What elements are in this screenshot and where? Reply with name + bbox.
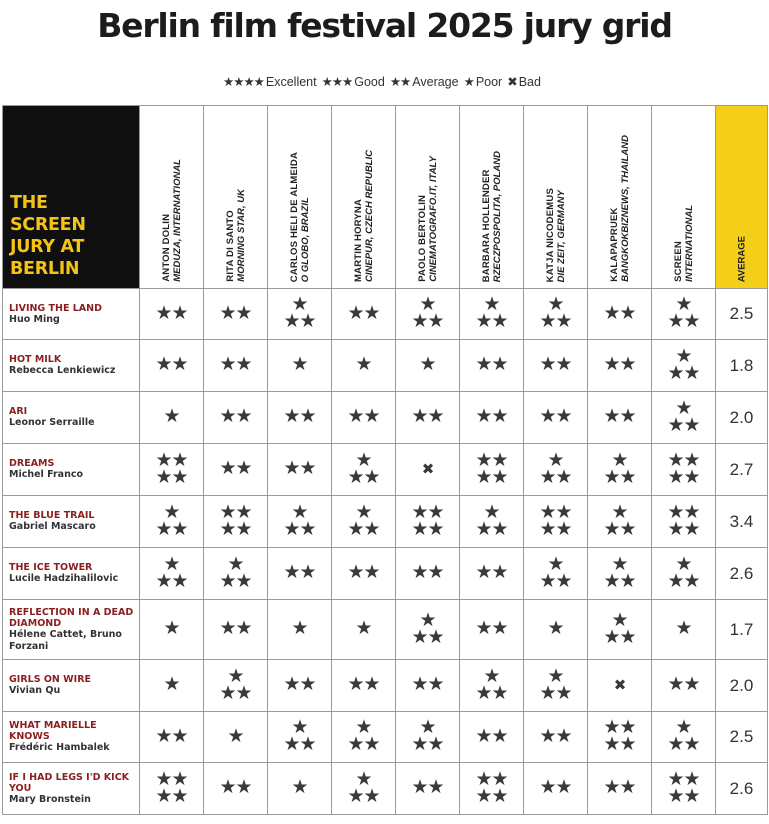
rating-cell [204, 289, 268, 340]
rating-cell [140, 289, 204, 340]
rating-cell [396, 660, 460, 712]
legend-symbol: ★ [463, 75, 474, 89]
rating-cell [140, 548, 204, 600]
rating-stars: ★ [355, 353, 372, 375]
film-title: GIRLS ON WIRE [9, 674, 92, 686]
rating-stars: ★★ [283, 673, 316, 695]
rating-stars: ★★ [155, 301, 188, 324]
rating-stars: ★★ [539, 724, 572, 747]
rating-stars: ★★ [603, 353, 636, 375]
rating-stars: ★ ★★ [347, 448, 380, 488]
rating-stars: ★ ★★ [667, 552, 700, 592]
rating-stars: ★★ [475, 617, 508, 639]
rating-stars: ★ ★★ [475, 664, 508, 704]
average-value: 1.7 [716, 600, 768, 660]
rating-cell [588, 496, 652, 548]
film-row [3, 660, 768, 712]
film-title: HOT MILK [9, 354, 62, 366]
average-value: 1.8 [716, 340, 768, 392]
rating-cell [524, 496, 588, 548]
film-director: Gabriel Mascaro [9, 521, 96, 533]
legend-label: Bad [518, 75, 541, 89]
film-director: Hélene Cattet, Bruno Forzani [9, 629, 122, 652]
film-row [3, 289, 768, 340]
rating-stars: ★ ★★ [667, 716, 700, 755]
rating-stars: ★★ [539, 353, 572, 375]
rating-stars: ★★ [475, 353, 508, 375]
jury-header-row [3, 106, 768, 289]
rating-cell [268, 548, 332, 600]
rating-stars: ★★ [603, 301, 636, 324]
film-row [3, 444, 768, 496]
rating-cell [460, 660, 524, 712]
film-title: WHAT MARIELLE KNOWS [9, 720, 97, 743]
rating-cell [204, 340, 268, 392]
film-director: Huo Ming [9, 313, 60, 325]
rating-stars: ★★ [219, 353, 252, 375]
juror-outlet: MEDUZA, INTERNATIONAL [171, 159, 183, 282]
film-director: Frédéric Hambalek [9, 742, 110, 754]
rating-stars: ★★ [475, 405, 508, 427]
average-header-label: AVERAGE [736, 235, 747, 282]
legend-label: Good [354, 75, 385, 89]
juror-name: KALAPAPRUEK [608, 207, 620, 282]
juror-header-text [225, 189, 247, 282]
rating-stars: ★ ★★ [667, 293, 700, 332]
rating-stars: ★★ ★★ [155, 767, 188, 807]
rating-cell [524, 340, 588, 392]
rating-cell [332, 496, 396, 548]
rating-cell [460, 712, 524, 763]
rating-cell [588, 763, 652, 815]
juror-name: PAOLO BERTOLIN [416, 195, 428, 282]
rating-cell [332, 712, 396, 763]
film-row [3, 340, 768, 392]
film-title: ARI [9, 406, 28, 418]
rating-cell [588, 392, 652, 444]
legend-label: Average [412, 75, 459, 89]
rating-stars: ★ [675, 617, 692, 639]
rating-stars: ★ [419, 353, 436, 375]
rating-cell [204, 392, 268, 444]
juror-header [204, 106, 268, 289]
legend-label: Excellent [265, 75, 317, 89]
rating-cell [460, 763, 524, 815]
rating-stars: ★★ [283, 561, 316, 583]
film-cell [3, 496, 140, 548]
rating-stars: ★ ★★ [475, 293, 508, 332]
rating-stars: ★★ [219, 457, 252, 479]
average-value: 2.7 [716, 444, 768, 496]
film-row [3, 763, 768, 815]
rating-stars: ★ ★★ [475, 500, 508, 540]
film-title: LIVING THE LAND [9, 302, 103, 314]
rating-cell [396, 444, 460, 496]
juror-header-text [289, 152, 311, 282]
juror-name: BARBARA HOLLENDER [480, 169, 492, 282]
rating-stars: ★ [291, 617, 308, 639]
rating-cell [140, 763, 204, 815]
rating-stars: ★ ★★ [347, 716, 380, 755]
rating-stars: ★ ★★ [219, 552, 252, 592]
rating-cell [460, 600, 524, 660]
juror-outlet: RZECZPOSPOLITA, POLAND [491, 150, 503, 282]
rating-cell [652, 340, 716, 392]
rating-stars: ★★ ★★ [667, 767, 700, 807]
rating-stars: ★ ★★ [219, 664, 252, 704]
film-row [3, 600, 768, 660]
rating-cell [396, 496, 460, 548]
rating-stars: ★★ [347, 561, 380, 583]
rating-cell [524, 392, 588, 444]
rating-stars: ★★ [411, 776, 444, 798]
rating-cell [268, 289, 332, 340]
juror-header-text [353, 150, 375, 282]
rating-cell [140, 392, 204, 444]
rating-cell [332, 600, 396, 660]
rating-stars: ★★ ★★ [411, 500, 444, 540]
rating-cell [396, 763, 460, 815]
rating-stars: ★ ★★ [539, 448, 572, 488]
rating-stars: ★★ [411, 405, 444, 427]
rating-stars: ★ [227, 724, 244, 747]
rating-cell [396, 392, 460, 444]
average-header [716, 106, 768, 289]
rating-stars: ★ ★★ [667, 344, 700, 384]
rating-stars: ★ ★★ [347, 767, 380, 807]
film-row [3, 496, 768, 548]
film-title: THE BLUE TRAIL [9, 510, 95, 522]
rating-cell [652, 600, 716, 660]
juror-name: KATJA NICODEMUS [544, 187, 556, 282]
rating-stars: ★ [163, 405, 180, 427]
rating-stars: ★★ ★★ [667, 500, 700, 540]
rating-stars: ★★ ★★ [475, 767, 508, 807]
rating-stars: ★★ [219, 617, 252, 639]
rating-stars: ★★ [411, 673, 444, 695]
average-value: 2.5 [716, 712, 768, 763]
rating-cell [652, 496, 716, 548]
rating-stars: ★★ ★★ [155, 448, 188, 488]
film-title: IF I HAD LEGS I'D KICK YOU [9, 771, 130, 794]
rating-cell [268, 600, 332, 660]
rating-cell [524, 289, 588, 340]
rating-stars: ★★ ★★ [475, 448, 508, 488]
rating-stars: ★ [163, 673, 180, 695]
film-title: DREAMS [9, 458, 55, 470]
rating-cell [524, 444, 588, 496]
juror-header [396, 106, 460, 289]
juror-header [268, 106, 332, 289]
rating-cell [652, 289, 716, 340]
rating-legend [0, 74, 769, 89]
rating-stars: ★★ [347, 405, 380, 427]
film-director: Michel Franco [9, 469, 84, 481]
film-director: Rebecca Lenkiewicz [9, 365, 116, 377]
juror-name: MARTIN HORYNA [352, 199, 364, 282]
rating-stars: ★★ [475, 724, 508, 747]
film-cell [3, 444, 140, 496]
rating-cell [268, 496, 332, 548]
rating-cell [268, 660, 332, 712]
film-row [3, 392, 768, 444]
juror-header-text [417, 156, 439, 282]
rating-cell [140, 712, 204, 763]
legend-symbol: ★★★★ [223, 75, 264, 89]
juror-header [332, 106, 396, 289]
rating-stars: ★ ★★ [155, 552, 188, 592]
rating-stars: ★★ [347, 301, 380, 324]
rating-cell [140, 444, 204, 496]
rating-cell [588, 340, 652, 392]
rating-stars: ★ ★★ [539, 664, 572, 704]
rating-cell [268, 340, 332, 392]
juror-header [588, 106, 652, 289]
average-value: 2.0 [716, 660, 768, 712]
juror-header-text [545, 188, 567, 282]
rating-stars: ★★ [603, 776, 636, 798]
corner-title: THE SCREEN JURY AT BERLIN [3, 106, 140, 289]
rating-cell [396, 712, 460, 763]
rating-cell [588, 660, 652, 712]
rating-cell [652, 444, 716, 496]
rating-stars: ★ ★★ [539, 293, 572, 332]
rating-cell [204, 548, 268, 600]
juror-header-text [609, 135, 631, 282]
rating-cell [460, 444, 524, 496]
rating-cell [140, 660, 204, 712]
rating-cell [332, 763, 396, 815]
rating-cell [332, 548, 396, 600]
rating-stars: ✖ [421, 459, 434, 478]
juror-outlet: CINEPUR, CZECH REPUBLIC [363, 150, 375, 282]
rating-stars: ★ [355, 617, 372, 639]
rating-stars: ★ ★★ [667, 396, 700, 436]
film-director: Leonor Serraille [9, 417, 95, 429]
rating-cell [396, 289, 460, 340]
rating-stars: ★ ★★ [411, 716, 444, 755]
rating-cell [204, 712, 268, 763]
film-cell [3, 340, 140, 392]
rating-cell [652, 548, 716, 600]
rating-stars: ★★ ★★ [539, 500, 572, 540]
juror-header-text [481, 151, 503, 282]
rating-stars: ★★ [219, 405, 252, 427]
film-director: Mary Bronstein [9, 793, 91, 805]
rating-stars: ★ ★★ [411, 608, 444, 648]
average-value: 2.0 [716, 392, 768, 444]
film-title: THE ICE TOWER [9, 562, 93, 574]
rating-cell [652, 712, 716, 763]
rating-cell [140, 496, 204, 548]
rating-cell [652, 660, 716, 712]
rating-cell [524, 600, 588, 660]
page-title: Berlin film festival 2025 jury grid [97, 6, 672, 45]
juror-outlet: O GLOBO, BRAZIL [299, 197, 311, 282]
film-cell [3, 289, 140, 340]
film-cell [3, 712, 140, 763]
rating-stars: ★ ★★ [283, 716, 316, 755]
juror-header [140, 106, 204, 289]
juror-outlet: MORNING STAR, UK [235, 189, 247, 282]
film-title: REFLECTION IN A DEAD DIAMOND [9, 607, 134, 629]
juror-header [524, 106, 588, 289]
legend-symbol: ★★ [389, 75, 411, 89]
juror-header-text [673, 205, 695, 282]
film-row [3, 712, 768, 763]
rating-cell [332, 392, 396, 444]
rating-cell [396, 548, 460, 600]
rating-cell [652, 392, 716, 444]
rating-stars: ★★ [347, 673, 380, 695]
jury-grid-table [2, 105, 768, 815]
rating-stars: ★★ [475, 561, 508, 583]
rating-stars: ✖ [613, 675, 626, 694]
rating-cell [268, 392, 332, 444]
film-cell [3, 392, 140, 444]
juror-name: ANTON DOLIN [160, 214, 172, 282]
rating-cell [332, 289, 396, 340]
juror-name: SCREEN [672, 241, 684, 282]
juror-header [460, 106, 524, 289]
rating-stars: ★★ ★★ [219, 500, 252, 540]
average-value: 2.6 [716, 548, 768, 600]
rating-cell [204, 600, 268, 660]
rating-stars: ★★ [219, 301, 252, 324]
juror-outlet: CINEMATOGRAFO.IT, ITALY [427, 156, 439, 282]
rating-stars: ★★ [603, 405, 636, 427]
film-row [3, 548, 768, 600]
rating-cell [268, 763, 332, 815]
rating-cell [588, 289, 652, 340]
juror-header [652, 106, 716, 289]
rating-cell [524, 548, 588, 600]
rating-stars: ★ ★★ [155, 500, 188, 540]
rating-stars: ★ ★★ [603, 608, 636, 648]
rating-stars: ★ ★★ [347, 500, 380, 540]
rating-cell [204, 660, 268, 712]
film-director: Vivian Qu [9, 685, 61, 697]
legend-symbol: ★★★ [321, 75, 353, 89]
rating-cell [524, 763, 588, 815]
rating-cell [588, 444, 652, 496]
rating-cell [460, 289, 524, 340]
average-value: 3.4 [716, 496, 768, 548]
rating-stars: ★ ★★ [283, 500, 316, 540]
rating-stars: ★ ★★ [603, 448, 636, 488]
rating-cell [588, 600, 652, 660]
juror-outlet: BANGKOKBIZNEWS, THAILAND [619, 135, 631, 282]
rating-cell [140, 600, 204, 660]
rating-cell [460, 496, 524, 548]
rating-stars: ★★ [539, 776, 572, 798]
rating-stars: ★ ★★ [283, 293, 316, 332]
rating-stars: ★★ [667, 673, 700, 695]
juror-outlet: DIE ZEIT, GERMANY [555, 189, 567, 282]
average-value: 2.5 [716, 289, 768, 340]
rating-stars: ★ ★★ [539, 552, 572, 592]
rating-stars: ★★ [155, 353, 188, 375]
rating-cell [460, 548, 524, 600]
rating-cell [332, 340, 396, 392]
rating-stars: ★★ [283, 405, 316, 427]
juror-outlet: INTERNATIONAL [683, 205, 695, 282]
rating-cell [588, 548, 652, 600]
rating-cell [204, 496, 268, 548]
rating-cell [204, 444, 268, 496]
rating-cell [268, 444, 332, 496]
legend-symbol: ✖ [507, 75, 517, 89]
rating-stars: ★★ [155, 724, 188, 747]
rating-cell [524, 660, 588, 712]
rating-cell [460, 392, 524, 444]
rating-stars: ★★ [539, 405, 572, 427]
film-cell [3, 600, 140, 660]
rating-stars: ★ ★★ [603, 500, 636, 540]
rating-cell [396, 600, 460, 660]
film-cell [3, 660, 140, 712]
film-director: Lucile Hadzihalilovic [9, 573, 119, 585]
rating-cell [396, 340, 460, 392]
rating-stars: ★★ ★★ [667, 448, 700, 488]
rating-stars: ★ [291, 353, 308, 375]
rating-cell [268, 712, 332, 763]
rating-cell [332, 444, 396, 496]
rating-stars: ★★ [283, 457, 316, 479]
rating-cell [460, 340, 524, 392]
rating-cell [204, 763, 268, 815]
rating-stars: ★ [547, 617, 564, 639]
rating-stars: ★ [163, 617, 180, 639]
rating-cell [332, 660, 396, 712]
rating-cell [524, 712, 588, 763]
juror-name: RITA DI SANTO [224, 210, 236, 282]
juror-name: CARLOS HELI DE ALMEIDA [288, 151, 300, 282]
rating-stars: ★ ★★ [411, 293, 444, 332]
rating-stars: ★★ ★★ [603, 716, 636, 755]
rating-stars: ★ [291, 776, 308, 798]
rating-stars: ★ ★★ [603, 552, 636, 592]
film-cell [3, 763, 140, 815]
rating-cell [140, 340, 204, 392]
rating-cell [588, 712, 652, 763]
film-cell [3, 548, 140, 600]
average-value: 2.6 [716, 763, 768, 815]
rating-cell [652, 763, 716, 815]
legend-label: Poor [475, 75, 503, 89]
juror-header-text [161, 159, 183, 282]
rating-stars: ★★ [219, 776, 252, 798]
rating-stars: ★★ [411, 561, 444, 583]
